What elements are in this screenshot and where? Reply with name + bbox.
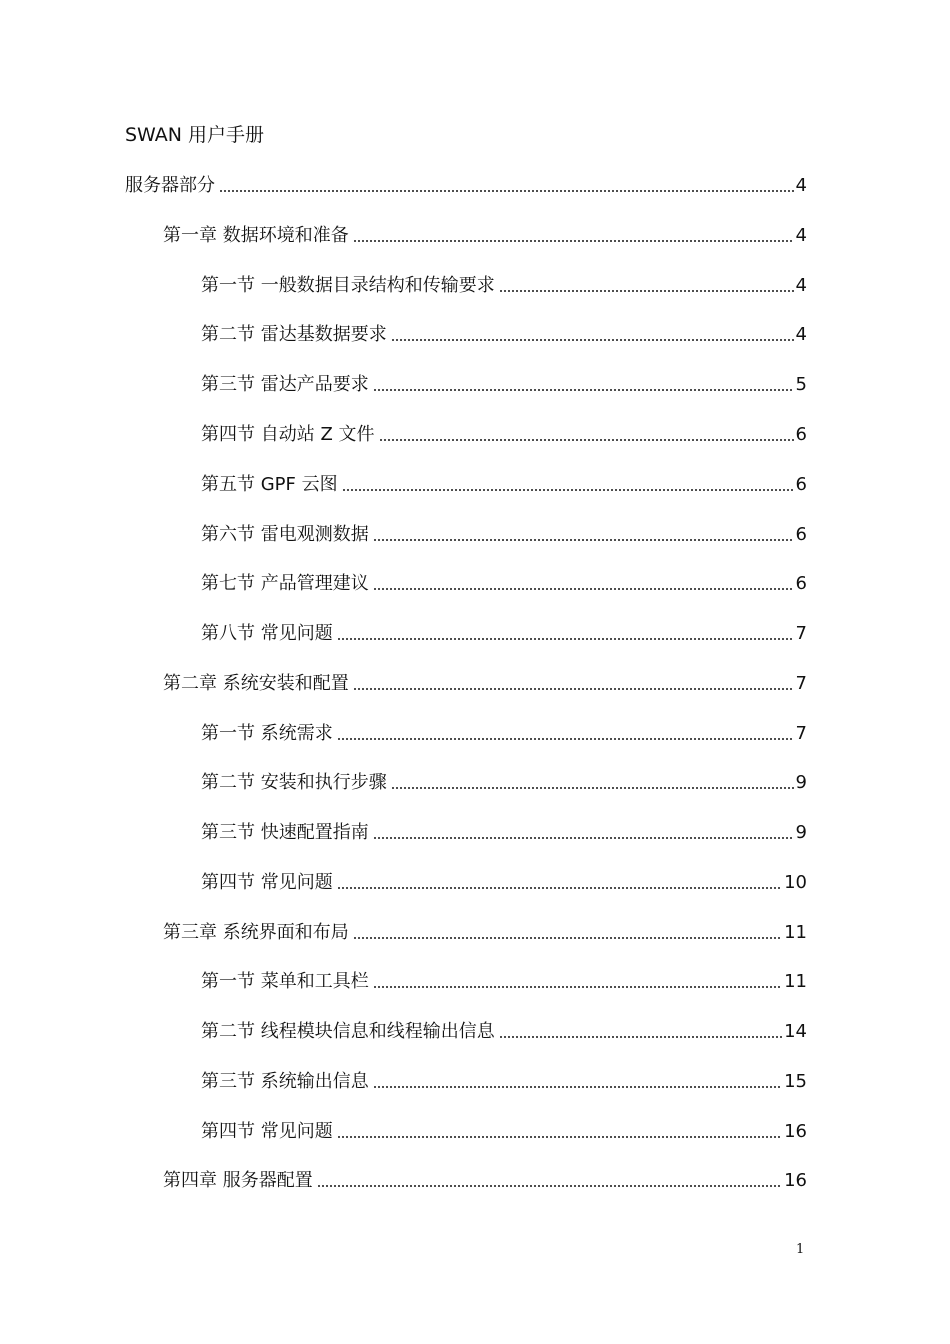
toc-entry-label: 第六节 雷电观测数据 — [201, 524, 369, 545]
dot-leader — [499, 1036, 782, 1038]
toc-entry-ch1-sec3[interactable] — [201, 369, 807, 397]
toc-entry-label: 第一节 菜单和工具栏 — [201, 971, 369, 992]
toc-entry-label: 第一节 一般数据目录结构和传输要求 — [201, 275, 495, 296]
toc-entry-label: 第二章 系统安装和配置 — [163, 673, 349, 694]
toc-entry-ch1-sec1[interactable] — [201, 270, 807, 298]
dot-leader — [373, 539, 794, 541]
toc-entry-ch1-sec7[interactable] — [201, 568, 807, 596]
toc-entry-chapter-1[interactable] — [163, 220, 807, 248]
toc-entry-ch1-sec2[interactable] — [201, 319, 807, 347]
toc-entry-ch3-sec1[interactable] — [201, 966, 807, 994]
toc-entry-label: 第三节 雷达产品要求 — [201, 374, 369, 395]
dot-leader — [391, 339, 794, 341]
dot-leader — [342, 489, 794, 491]
dot-leader — [499, 290, 794, 292]
dot-leader — [353, 688, 794, 690]
toc-entry-label: 第二节 安装和执行步骤 — [201, 772, 387, 793]
toc-entry-label: 第四节 自动站 Z 文件 — [201, 424, 375, 445]
dot-leader — [337, 1136, 782, 1138]
toc-entry-label: 第一章 数据环境和准备 — [163, 225, 349, 246]
toc-entry-label: 第八节 常见问题 — [201, 623, 333, 644]
dot-leader — [391, 787, 794, 789]
toc-entry-page: 16 — [784, 1170, 807, 1191]
toc-entry-page: 16 — [784, 1121, 807, 1142]
toc-entry-label: 第三节 快速配置指南 — [201, 822, 369, 843]
dot-leader — [373, 837, 794, 839]
toc-entry-chapter-2[interactable] — [163, 668, 807, 696]
toc-entry-ch2-sec4[interactable] — [201, 867, 807, 895]
toc-entry-page: 4 — [795, 324, 807, 345]
dot-leader — [353, 240, 794, 242]
toc-entry-page: 4 — [795, 225, 807, 246]
toc-entry-label: 第一节 系统需求 — [201, 723, 333, 744]
toc-entry-ch1-sec4[interactable] — [201, 419, 807, 447]
dot-leader — [373, 389, 794, 391]
toc-entry-label: 服务器部分 — [125, 175, 215, 196]
toc-entry-label: 第七节 产品管理建议 — [201, 573, 369, 594]
toc-entry-chapter-3[interactable] — [163, 917, 807, 945]
toc-entry-page: 10 — [784, 872, 807, 893]
toc-entry-page: 4 — [795, 275, 807, 296]
toc-entry-label: 第四节 常见问题 — [201, 1121, 333, 1142]
toc-entry-label: 第二节 雷达基数据要求 — [201, 324, 387, 345]
document-title: SWAN 用户手册 — [125, 124, 265, 146]
dot-leader — [337, 887, 782, 889]
toc-entry-label: 第四节 常见问题 — [201, 872, 333, 893]
dot-leader — [219, 190, 794, 192]
toc-entry-ch3-sec2[interactable] — [201, 1016, 807, 1044]
toc-entry-page: 6 — [795, 474, 807, 495]
toc-entry-page: 9 — [795, 822, 807, 843]
toc-entry-ch3-sec3[interactable] — [201, 1066, 807, 1094]
toc-entry-page: 6 — [795, 573, 807, 594]
toc-entry-ch2-sec3[interactable] — [201, 817, 807, 845]
toc-entry-ch2-sec2[interactable] — [201, 767, 807, 795]
toc-entry-server-part[interactable] — [125, 170, 807, 198]
toc-entry-page: 6 — [795, 524, 807, 545]
dot-leader — [379, 439, 794, 441]
toc-entry-chapter-4[interactable] — [163, 1165, 807, 1193]
dot-leader — [373, 588, 794, 590]
toc-entry-label: 第二节 线程模块信息和线程输出信息 — [201, 1021, 495, 1042]
toc-entry-page: 11 — [784, 971, 807, 992]
toc-entry-ch2-sec1[interactable] — [201, 718, 807, 746]
toc-entry-page: 14 — [784, 1021, 807, 1042]
toc-entry-page: 5 — [795, 374, 807, 395]
dot-leader — [337, 738, 794, 740]
toc-entry-page: 11 — [784, 922, 807, 943]
toc-entry-page: 7 — [795, 673, 807, 694]
toc-entry-label: 第五节 GPF 云图 — [201, 474, 338, 495]
dot-leader — [353, 937, 782, 939]
toc-entry-page: 9 — [795, 772, 807, 793]
toc-entry-ch1-sec5[interactable] — [201, 469, 807, 497]
toc-entry-ch3-sec4[interactable] — [201, 1116, 807, 1144]
toc-entry-page: 4 — [795, 175, 807, 196]
dot-leader — [317, 1185, 782, 1187]
toc-entry-ch1-sec6[interactable] — [201, 519, 807, 547]
toc-entry-page: 7 — [795, 723, 807, 744]
dot-leader — [373, 1086, 782, 1088]
toc-entry-page: 15 — [784, 1071, 807, 1092]
dot-leader — [373, 986, 782, 988]
toc-entry-page: 7 — [795, 623, 807, 644]
toc-entry-page: 6 — [795, 424, 807, 445]
footer-page-number: 1 — [796, 1242, 805, 1257]
toc-entry-label: 第三章 系统界面和布局 — [163, 922, 349, 943]
toc-entry-ch1-sec8[interactable] — [201, 618, 807, 646]
dot-leader — [337, 638, 794, 640]
toc-entry-label: 第三节 系统输出信息 — [201, 1071, 369, 1092]
toc-entry-label: 第四章 服务器配置 — [163, 1170, 313, 1191]
